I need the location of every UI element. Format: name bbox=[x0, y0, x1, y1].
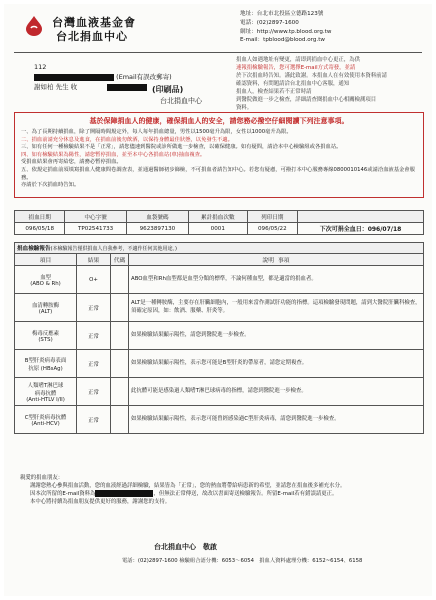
redacted-address bbox=[34, 74, 114, 81]
print-date: 096/05/22 bbox=[247, 223, 297, 235]
side-note-line: 資料。 bbox=[236, 105, 253, 111]
col-header: 說明 bbox=[129, 254, 277, 266]
email-note-start: 因本次所留的E-mail資料為 bbox=[30, 491, 96, 497]
test-results-table bbox=[14, 242, 424, 434]
result-code bbox=[111, 294, 129, 322]
phone-text: 電話：(02)2897-1600 bbox=[240, 19, 299, 26]
results-caption-sub: (本檢驗報告僅供捐血人自我參考，不適作任何其他用途。) bbox=[50, 246, 177, 252]
side-note-line: 捐血人如遇地址有變更，請即到捐血中心更正，為供 bbox=[236, 57, 360, 63]
notice-item: 五、依規定捐血前須填寫捐血人健康問卷調查表，並通過醫師初步篩檢，不可捐血者請告知中心。若您有疑慮，可撥打本中心服務專線0800010146或請洽血液基金會服務。 bbox=[21, 166, 415, 181]
center-name: 台北捐血中心 bbox=[56, 30, 128, 43]
result-row bbox=[15, 350, 424, 378]
result-note: 如果檢驗結果顯示陽性，請您到醫院進一步檢查。 bbox=[129, 322, 424, 350]
sender-name: 台北捐血中心 bbox=[160, 97, 202, 105]
result-note: ABO血型和Rh血型都是血型分類的標準，不論何種血型，都是適當的捐血者。 bbox=[129, 266, 424, 294]
result-code bbox=[111, 406, 129, 434]
notice-item: 亦請於下次捐血時告知。 bbox=[21, 182, 80, 189]
notice-item: 一、為了長期持續捐血，除了開隔時間規定外，每人每年捐血總量，男性以1500毫升為限，女性以1000毫升為限。 bbox=[21, 129, 292, 135]
result-item: 血型 (ABO & Rh) bbox=[15, 266, 77, 294]
email-note-end: ，但無法正常傳送，故改以書面寄送檢驗報告。所留E-mail若有錯誤請更正。 bbox=[153, 491, 338, 497]
important-notice-box bbox=[14, 112, 424, 198]
col-header: 項目 bbox=[15, 254, 77, 266]
result-value: O+ bbox=[77, 266, 111, 294]
recipient-name: 謝如柏 先生 收 bbox=[34, 83, 78, 91]
notice-title: 基於保障捐血人的健康，確保捐血人的安全，請您務必撥空仔細閱讀下列注意事項。 bbox=[89, 117, 349, 125]
result-item: 人類嗜T淋巴球 病毒抗體 (Anti-HTLV I/II) bbox=[15, 378, 77, 406]
col-header: 事項 bbox=[276, 254, 424, 266]
result-row bbox=[15, 378, 424, 406]
result-code bbox=[111, 378, 129, 406]
notice-item: 四、如有檢驗結果為陽性，請您暫停捐血，並至本中心各捐血站(車)抽血複查。 bbox=[21, 151, 206, 158]
side-note-line: 於下次捐血時告知。謹此致謝。本捐血人在有效使用本資料前請 bbox=[236, 73, 387, 79]
closing-greeting: 親愛的捐血朋友： bbox=[20, 475, 64, 481]
col-header bbox=[298, 211, 424, 223]
result-code bbox=[111, 350, 129, 378]
result-value: 正常 bbox=[77, 294, 111, 322]
col-header: 捐血日期 bbox=[15, 211, 65, 223]
result-row bbox=[15, 322, 424, 350]
result-value: 正常 bbox=[77, 406, 111, 434]
col-header: 列印日期 bbox=[247, 211, 297, 223]
printed-matter-label: (印刷品) bbox=[152, 85, 184, 94]
result-row bbox=[15, 266, 424, 294]
address-text: 地址：台北市北投區立德路123號 bbox=[240, 11, 324, 17]
closing-paragraph: 謝謝您熱心參與捐血活動，您的血液經過詳細檢驗，結果皆為「正常」，您的熱血將帶給病患新的希望，並請您在捐血後多補充水分。 bbox=[30, 483, 346, 489]
col-header: 累計捐血次數 bbox=[188, 211, 247, 223]
next-donation-date: 下次可捐全血日：096/07/18 bbox=[298, 223, 424, 235]
side-note-line: 捐血人，檢查結果若不正常時請 bbox=[236, 89, 312, 95]
col-header: 血袋號碼 bbox=[126, 211, 188, 223]
bag-number: 9623897130 bbox=[126, 223, 188, 235]
result-note: ALT是一種轉胺酶，主要存在肝臟細胞內，一般用來當作測試肝功能的指標。這項檢驗發現問題，請到大醫院肝臟科檢查，須確定原因，如：飲酒、服藥、肝炎等。 bbox=[129, 294, 424, 322]
donation-count: 0001 bbox=[188, 223, 247, 235]
result-row bbox=[15, 406, 424, 434]
report-page bbox=[4, 4, 432, 596]
result-item: 血清轉胺酶 (ALT) bbox=[15, 294, 77, 322]
donation-info-table bbox=[14, 210, 424, 235]
donation-date: 096/05/18 bbox=[15, 223, 65, 235]
result-item: C型肝炎病毒抗體 (Anti-HCV) bbox=[15, 406, 77, 434]
center-code: TP02541733 bbox=[65, 223, 127, 235]
results-caption-title: 捐血檢驗報告 bbox=[17, 246, 51, 252]
side-note-line: 到醫院做進一步之檢查，詳細請查閱捐血中心相關檢測項目 bbox=[236, 97, 377, 103]
org-name: 台灣血液基金會 bbox=[52, 16, 136, 29]
result-note: 如果檢驗結果顯示陽性，表示您可能曾經感染過C型肝炎病毒，請您到醫院進一步檢查。 bbox=[129, 406, 424, 434]
result-note: 此抗體可能是感染過人類嗜T淋巴球病毒的指標，請您到醫院進一步檢查。 bbox=[129, 378, 424, 406]
result-value: 正常 bbox=[77, 378, 111, 406]
side-note bbox=[236, 56, 424, 112]
result-item: 梅毒反應素 (STS) bbox=[15, 322, 77, 350]
header-divider bbox=[14, 52, 422, 53]
notice-item: 二、捐血前請充分休息及進食，在捐血前後勿飲酒，以保持身體最佳狀態，以免發生不適。 bbox=[21, 136, 233, 143]
col-header: 結果 bbox=[77, 254, 111, 266]
result-value: 正常 bbox=[77, 322, 111, 350]
zip-code: 112 bbox=[34, 63, 47, 71]
contact-block bbox=[240, 10, 331, 45]
email-link[interactable]: E-mail：tpblood@blood.org.tw bbox=[240, 37, 325, 44]
notice-item: 三、如有任何一種檢驗結果不是「正常」，請您儘速到醫院或診所做進一步檢查，以確保健康。如有疑問，請洽本中心檢驗組或各捐血站。 bbox=[21, 144, 342, 151]
email-status: (Email有誤改郵寄) bbox=[116, 73, 172, 81]
closing-text bbox=[20, 474, 420, 506]
signature: 台北捐血中心 敬啟 bbox=[154, 543, 217, 551]
result-code bbox=[111, 322, 129, 350]
col-header: 代碼 bbox=[111, 254, 129, 266]
side-note-line: 速報捐檢驗報告，您可選擇E-mail方式寄發，並請 bbox=[236, 65, 356, 71]
website-link[interactable]: 網址：http://www.tp.blood.org.tw bbox=[240, 28, 332, 35]
redacted-id bbox=[107, 84, 147, 91]
redacted-email bbox=[95, 490, 153, 497]
notice-item: 受捐血結果會再寄給您，請務必暫停捐血。 bbox=[21, 159, 122, 166]
side-note-line: 確認資料，有問題請洽台北捐血中心客服，通知 bbox=[236, 81, 350, 87]
results-caption bbox=[15, 243, 424, 254]
blood-drop-logo-icon bbox=[22, 14, 46, 36]
closing-email-note bbox=[20, 490, 420, 498]
result-code bbox=[111, 266, 129, 294]
result-note: 如果檢驗結果顯示陽性，表示您可能是B型肝炎的帶原者，請您定期複查。 bbox=[129, 350, 424, 378]
result-row bbox=[15, 294, 424, 322]
col-header: 中心字號 bbox=[65, 211, 127, 223]
closing-paragraph: 本中心將持續為捐血朋友提供更好的服務，謝謝您的支持。 bbox=[30, 499, 171, 505]
result-item: B型肝炎病毒表面 抗原 (HBsAg) bbox=[15, 350, 77, 378]
result-value: 正常 bbox=[77, 350, 111, 378]
notice-list bbox=[21, 129, 417, 190]
phone-extensions: 電話：(02)2897-1600 檢驗組合語分機：6053～6054 捐血人資料處理分機：6152~6154、6158 bbox=[122, 558, 363, 564]
